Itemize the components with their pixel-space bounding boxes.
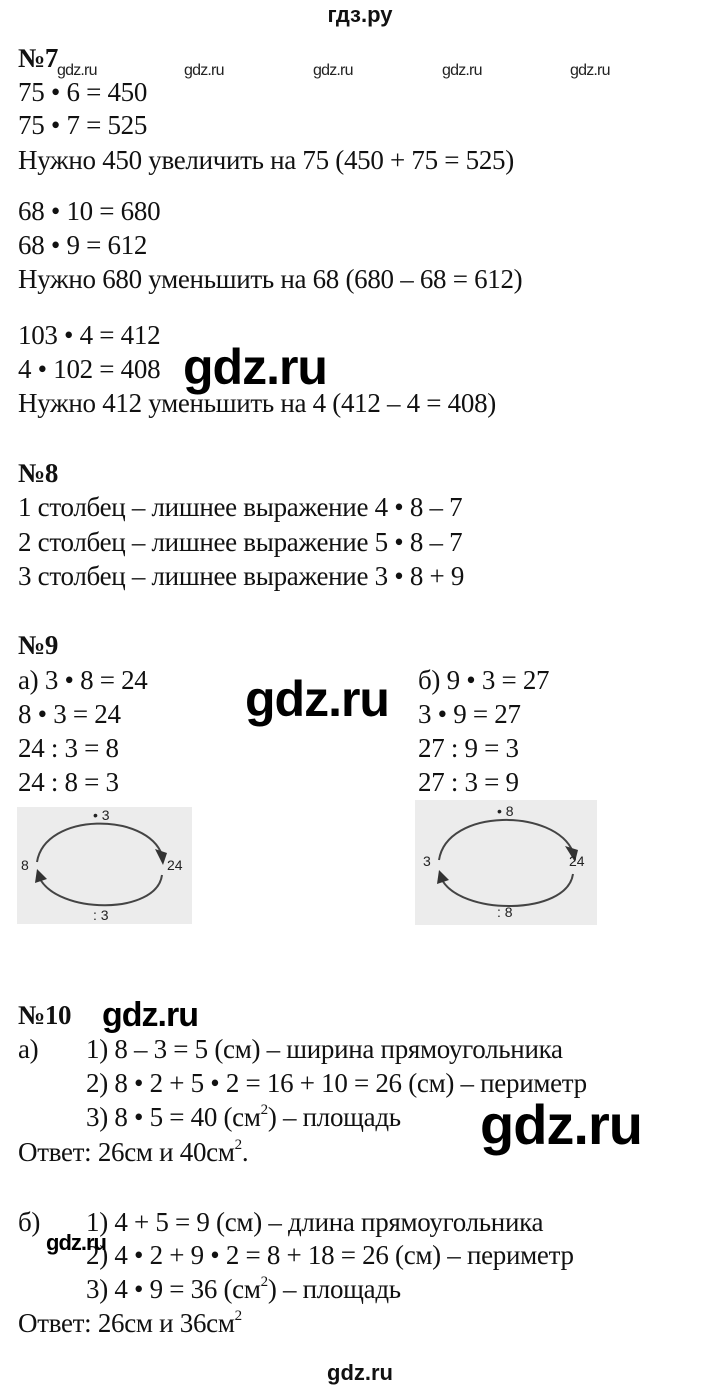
- task9-right-line: 27 : 3 = 9: [418, 767, 519, 797]
- watermark: gdz.ru: [442, 62, 482, 79]
- task10a-step: 2) 8 • 2 + 5 • 2 = 16 + 10 = 26 (см) – периметр: [86, 1068, 587, 1098]
- task7-heading: №7: [18, 43, 59, 73]
- task10b-step: 2) 4 • 2 + 9 • 2 = 8 + 18 = 26 (см) – периметр: [86, 1240, 574, 1270]
- task8-heading: №8: [18, 458, 59, 488]
- task7-line: Нужно 450 увеличить на 75 (450 + 75 = 525): [18, 145, 514, 175]
- task7-line: Нужно 412 уменьшить на 4 (412 – 4 = 408): [18, 388, 496, 418]
- task9-heading: №9: [18, 630, 59, 660]
- task8-line: 2 столбец – лишнее выражение 5 • 8 – 7: [18, 527, 463, 557]
- task10b-step: 1) 4 + 5 = 9 (см) – длина прямоугольника: [86, 1207, 544, 1237]
- watermark: gdz.ru: [184, 62, 224, 79]
- task10b-label: б): [18, 1207, 41, 1237]
- diagram-left-node: 3: [423, 853, 431, 869]
- watermark: gdz.ru: [313, 62, 353, 79]
- task9-left-line: 24 : 8 = 3: [18, 767, 119, 797]
- task9-right-line: 3 • 9 = 27: [418, 699, 521, 729]
- task9-right-line: 27 : 9 = 3: [418, 733, 519, 763]
- cycle-diagram-b: [415, 800, 597, 925]
- diagram-left-node: 8: [21, 857, 29, 873]
- diagram-right-node: 24: [167, 857, 183, 873]
- task9-left-line: а) 3 • 8 = 24: [18, 665, 148, 695]
- watermark-large: gdz.ru: [480, 1093, 642, 1156]
- watermark-large: gdz.ru: [102, 996, 198, 1034]
- task7-line: 4 • 102 = 408: [18, 354, 161, 384]
- task8-line: 3 столбец – лишнее выражение 3 • 8 + 9: [18, 561, 465, 591]
- diagram-bottom-op: : 3: [93, 907, 109, 923]
- task10b-step: 3) 4 • 9 = 36 $(см^2)$ – площадь: [86, 1274, 401, 1304]
- task7-line: 68 • 10 = 680: [18, 196, 161, 226]
- watermark-large: gdz.ru: [245, 671, 389, 727]
- diagram-top-op: • 8: [497, 803, 514, 819]
- task10b-answer: Ответ: 26см и $36см^2$: [18, 1308, 242, 1338]
- diagram-top-op: • 3: [93, 807, 110, 823]
- task10a-label: а): [18, 1034, 39, 1064]
- task10a-answer: Ответ: 26см и $40см^2$.: [18, 1137, 249, 1167]
- task10a-step: 1) 8 – 3 = 5 (см) – ширина прямоугольника: [86, 1034, 563, 1064]
- task9-right-line: б) 9 • 3 = 27: [418, 665, 550, 695]
- task7-line: 103 • 4 = 412: [18, 320, 161, 350]
- diagram-bottom-op: : 8: [497, 904, 513, 920]
- task9-left-line: 8 • 3 = 24: [18, 699, 121, 729]
- watermark-large: gdz.ru: [46, 1230, 106, 1255]
- cycle-diagram-a: [17, 807, 192, 924]
- footer-watermark: gdz.ru: [327, 1360, 393, 1385]
- task7-line: 75 • 7 = 525: [18, 110, 148, 140]
- task8-line: 1 столбец – лишнее выражение 4 • 8 – 7: [18, 492, 463, 522]
- task7-line: Нужно 680 уменьшить на 68 (680 – 68 = 612): [18, 264, 523, 294]
- task7-line: 75 • 6 = 450: [18, 77, 148, 107]
- site-title: гдз.ру: [327, 2, 393, 27]
- task9-left-line: 24 : 3 = 8: [18, 733, 119, 763]
- watermark: gdz.ru: [57, 62, 97, 79]
- task10a-step: 3) 8 • 5 = 40 $(см^2)$ – площадь: [86, 1102, 401, 1132]
- watermark-large: gdz.ru: [183, 339, 327, 395]
- task7-line: 68 • 9 = 612: [18, 230, 148, 260]
- watermark: gdz.ru: [570, 62, 610, 79]
- task10-heading: №10: [18, 1000, 72, 1030]
- diagram-right-node: 24: [569, 853, 585, 869]
